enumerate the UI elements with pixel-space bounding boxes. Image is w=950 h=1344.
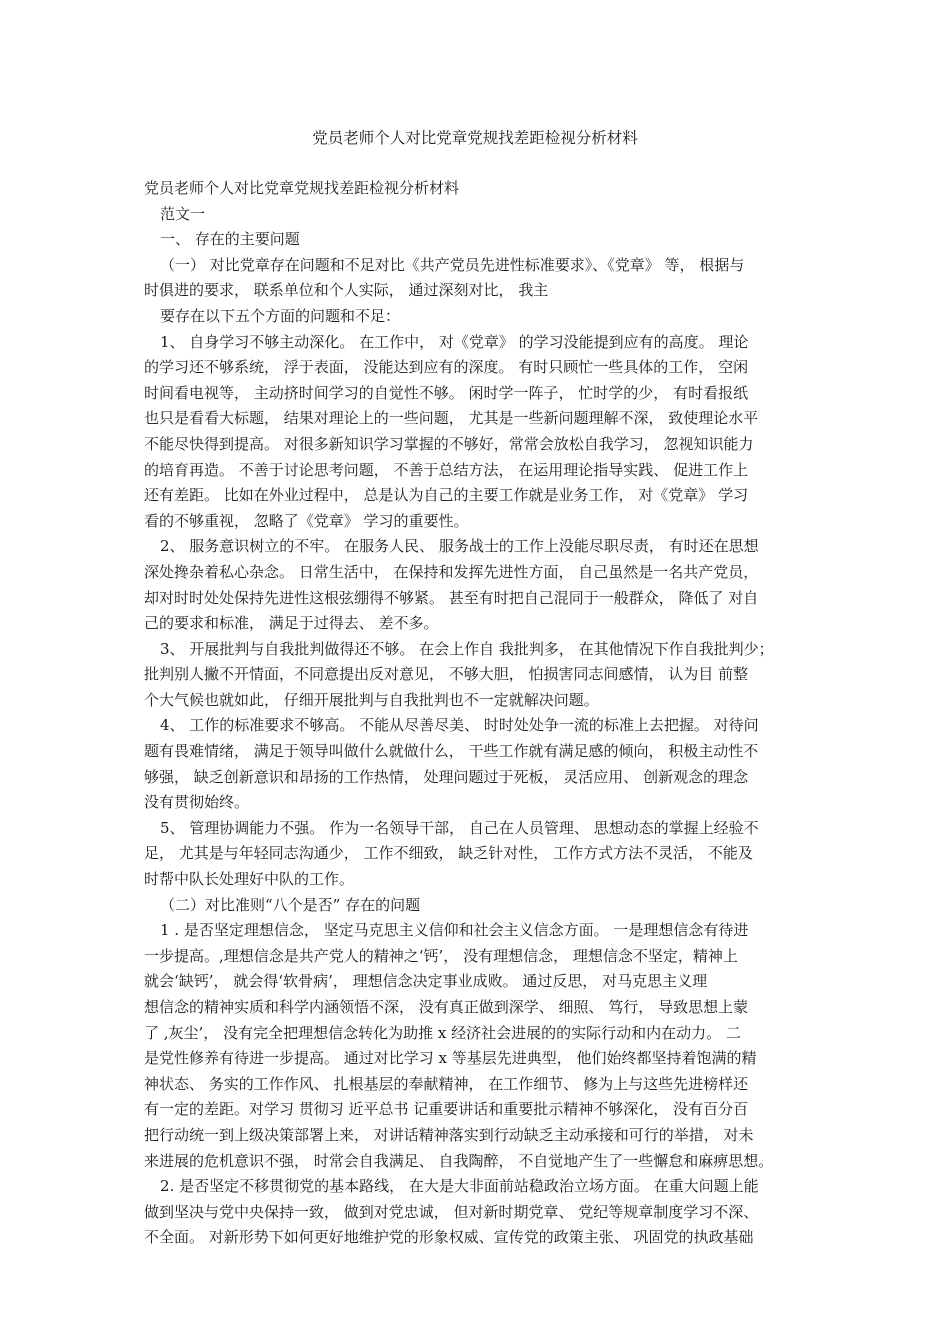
text-line: 个大气候也就如此， 仔细开展批判与自我批判也不一定就解决问题。 [144,690,599,709]
text-line: 时帮中队长处理好中队的工作。 [144,870,355,889]
text-line: 时俱进的要求， 联系单位和个人实际， 通过深刻对比， 我主 [144,281,549,300]
text-line: 一、 存在的主要问题 [160,230,300,249]
text-line: 也只是看看大标题， 结果对理论上的一些问题， 尤其是一些新问题理解不深， 致使理论水平 [144,409,759,428]
text-line: 的学习还不够系统， 浮于表面， 没能达到应有的深度。 有时只顾忙一些具体的工作， 空闲 [144,358,749,377]
text-line: 2、 服务意识树立的不牢。 在服务人民、 服务战士的工作上没能尽职尽责， 有时还在思想 [160,537,759,556]
text-line: 就会‘缺钙’， 就会得‘软骨病’， 理想信念决定事业成败。 通过反思， 对马克思主义理 [144,972,708,991]
text-line: 5、 管理协调能力不强。 作为一名领导干部， 自己在人员管理、 思想动态的掌握上经验不 [160,818,759,837]
text-line: （二）对比准则“八个是否” 存在的问题 [160,895,421,914]
text-line: 己的要求和标准， 满足于过得去、 差不多。 [144,614,439,633]
text-line: 时间看电视等， 主动挤时间学习的自觉性不够。 闲时学一阵子， 忙时学的少， 有时看报纸 [144,383,749,402]
text-line: 来进展的危机意识不强， 时常会自我满足、 自我陶醉， 不自觉地产生了一些懈怠和麻痹思想。 [144,1151,774,1170]
text-line: 足， 尤其是与年轻同志沟通少， 工作不细致， 缺乏针对性， 工作方式方法不灵活， 不能及 [144,844,753,863]
text-line: 神状态、 务实的工作作风、 扎根基层的奉献精神， 在工作细节、 修为上与这些先进榜样还 [144,1074,749,1093]
text-line: 深处搀杂着私心杂念。 日常生活中， 在保持和发挥先进性方面， 自己虽然是一名共产党员， [144,562,759,581]
document-body [144,176,816,1251]
text-line: 4、 工作的标准要求不够高。 不能从尽善尽美、 时时处处争一流的标准上去把握。 对待问 [160,716,759,735]
text-line: 的培育再造。 不善于讨论思考问题， 不善于总结方法， 在运用理论指导实践、 促进工作上 [144,460,749,479]
text-line: 看的不够重视， 忽略了《党章》 学习的重要性。 [144,511,469,530]
text-line: 还有差距。 比如在外业过程中， 总是认为自己的主要工作就是业务工作， 对《党章》 学习 [144,486,749,505]
text-line: 有一定的差距。对学习 贯彻习 近平总书 记重要讲话和重要批示精神不够深化， 没有百分百 [144,1100,749,1119]
text-line: 批判别人撇不开情面，不同意提出反对意见， 不够大胆， 怕损害同志间感情， 认为目 前整 [144,665,749,684]
text-line: 不全面。 对新形势下如何更好地维护党的形象权威、宣传党的政策主张、 巩固党的执政基础 [144,1228,754,1247]
text-line: 是党性修养有待进一步提高。 通过对比学习 x 等基层先进典型， 他们始终都坚持着饱满的精 [144,1049,757,1068]
text-line: 做到坚决与党中央保持一致， 做到对党忠诚， 但对新时期党章、 党纪等规章制度学习不深、 [144,1202,759,1221]
text-line: 够强， 缺乏创新意识和昂扬的工作热情， 处理问题过于死板， 灵活应用、 创新观念的理念 [144,767,749,786]
text-line: 党员老师个人对比党章党规找差距检视分析材料 [144,179,460,197]
text-line: 1、 自身学习不够主动深化。 在工作中， 对《党章》 的学习没能提到应有的高度。 理论 [160,332,749,351]
page-title: 党员老师个人对比党章党规找差距检视分析材料 [312,129,638,147]
text-line: 要存在以下五个方面的问题和不足： [160,306,401,325]
text-line: 把行动统一到上级决策部署上来， 对讲话精神落实到行动缺乏主动承接和可行的举措， 对未 [144,1125,754,1144]
text-line: 题有畏难情绪， 满足于领导叫做什么就做什么， 干些工作就有满足感的倾向， 积极主动性不 [144,742,759,761]
text-line: 3、 开展批判与自我批判做得还不够。 在会上作自 我批判多， 在其他情况下作自我批判少； [160,639,774,658]
text-line: 了 ,灰尘’， 没有完全把理想信念转化为助推 x 经济社会进展的的实际行动和内在动力。 二 [144,1023,741,1042]
text-line: 却对时时处处保持先进性这根弦绷得不够紧。 甚至有时把自己混同于一般群众， 降低了 对自 [144,588,759,607]
text-line: （一） 对比党章存在问题和不足对比《共产党员先进性标准要求》、《党章》 等， 根据与 [160,255,745,274]
text-line: 一步提高。,理想信念是共产党人的精神之‘钙’， 没有理想信念， 理想信念不坚定，精神上 [144,946,738,965]
text-line: 不能尽快得到提高。 对很多新知识学习掌握的不够好，常常会放松自我学习， 忽视知识能力 [144,434,754,453]
text-line: 1 . 是否坚定理想信念， 坚定马克思主义信仰和社会主义信念方面。 一是理想信念有待进 [160,921,749,940]
text-line: 2. 是否坚定不移贯彻党的基本路线， 在大是大非面前站稳政治立场方面。 在重大问题上能 [160,1177,759,1196]
text-line: 范文一 [160,204,206,223]
text-line: 没有贯彻始终。 [144,793,250,812]
text-line: 想信念的精神实质和科学内涵领悟不深， 没有真正做到深学、 细照、 笃行， 导致思想上蒙 [144,998,749,1016]
